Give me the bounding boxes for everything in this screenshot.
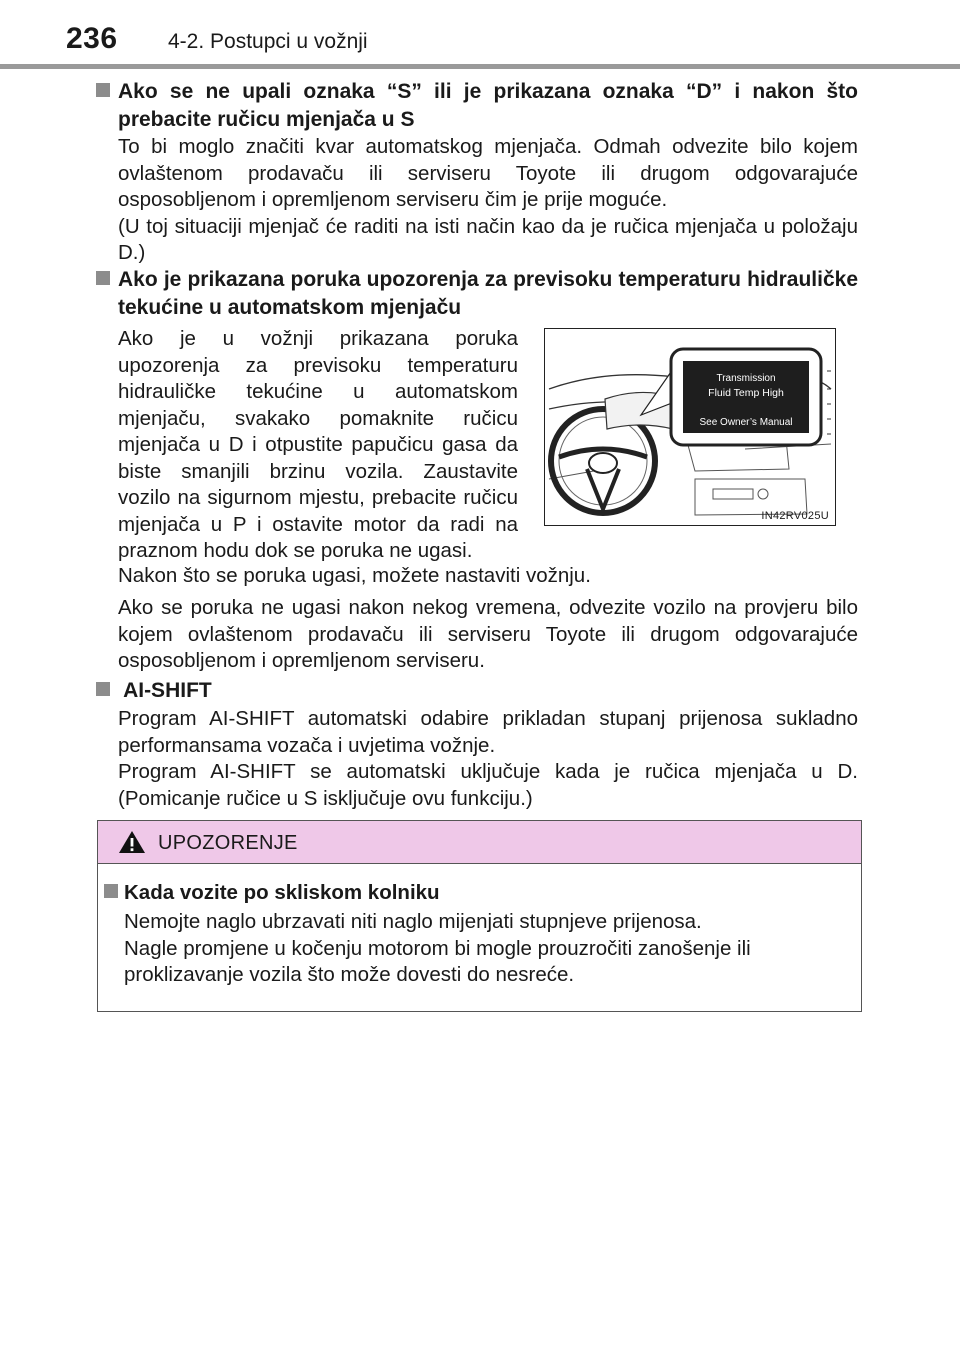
dashboard-illustration [544, 328, 836, 526]
bullet-square-icon [96, 83, 110, 97]
header-rule [0, 64, 960, 69]
section-title: Ako se ne upali oznaka “S” ili je prikazana oznaka “D” i nakon što prebacite ručicu mjenjača u S [118, 80, 858, 131]
section-body-s-fluid: Ako je u vožnji prikazana poruka upozorenja za previsoku temperaturu hidrauličke tekućine u automatskom mjenjaču, svakako pomaknite ručicu mjenjača u D i otpustite papučicu gasa da biste smanjili brzinu vozila. Zaustavite vozilo na sigurnom mjestu, prebacite ručicu mjenjača u P i ostavite motor da radi na praznom hodu dok se poruka ne ugasi. [118, 327, 518, 562]
display-line-2: Fluid Temp High [708, 387, 784, 399]
section-after-1: Nakon što se poruka ugasi, možete nastaviti vožnju. [118, 564, 591, 587]
warning-title: UPOZORENJE [158, 832, 298, 854]
section-title: Ako je prikazana poruka upozorenja za previsoku temperaturu hidrauličke tekućine u automatskom mjenjaču [118, 268, 858, 319]
warning-item-heading [104, 881, 440, 905]
display-line-3: See Owner’s Manual [699, 417, 793, 428]
section-title: AI-SHIFT [123, 679, 212, 702]
dashboard-drawing [545, 329, 835, 525]
figure-code: IN42RV025U [761, 510, 829, 522]
page-header [0, 0, 960, 64]
section-heading-s-fluid [96, 266, 858, 322]
display-line-1: Transmission [716, 373, 776, 384]
section-heading-s-aishift [96, 677, 858, 705]
page-number: 236 [66, 22, 118, 55]
chapter-title: 4-2. Postupci u vožnji [168, 30, 368, 53]
warning-box [97, 820, 862, 1012]
bullet-square-icon [104, 884, 118, 898]
section-after-2: Ako se poruka ne ugasi nakon nekog vremena, odvezite vozilo na provjeru bilo kojem ovlaštenom prodavaču ili serviseru Toyote ili drugom odgovarajuće osposobljenom i opremljenom serviseru. [118, 596, 858, 672]
bullet-square-icon [96, 271, 110, 285]
section-body-s-indicator: To bi moglo značiti kvar automatskog mjenjača. Odmah odvezite bilo kojem ovlaštenom prodavaču ili serviseru Toyote ili drugom odgovarajuće osposobljenom i opremljenom serviseru čim je prije moguće. (U toj situaciji mjenjač će raditi na isti način kao da je ručica mjenjača u položaju D.) [118, 135, 858, 264]
section-heading-s-indicator [96, 78, 858, 134]
warning-item-body: Nemojte naglo ubrzavati niti naglo mijenjati stupnjeve prijenosa. Nagle promjene u kočenju motorom bi mogle prouzročiti zanošenje ili proklizavanje vozila što može dovesti do nesreće. [124, 910, 751, 986]
warning-item-title: Kada vozite po skliskom kolniku [124, 881, 440, 904]
bullet-square-icon [96, 682, 110, 696]
warning-triangle-icon [118, 830, 146, 854]
section-body-s-aishift: Program AI-SHIFT automatski odabire prikladan stupanj prijenosa sukladno performansama vozača i uvjetima vožnje. Program AI-SHIFT se automatski uključuje kada je ručica mjenjača u D. (Pomicanje ručice u S isključuje ovu funkciju.) [118, 707, 858, 810]
warning-header [98, 821, 861, 864]
